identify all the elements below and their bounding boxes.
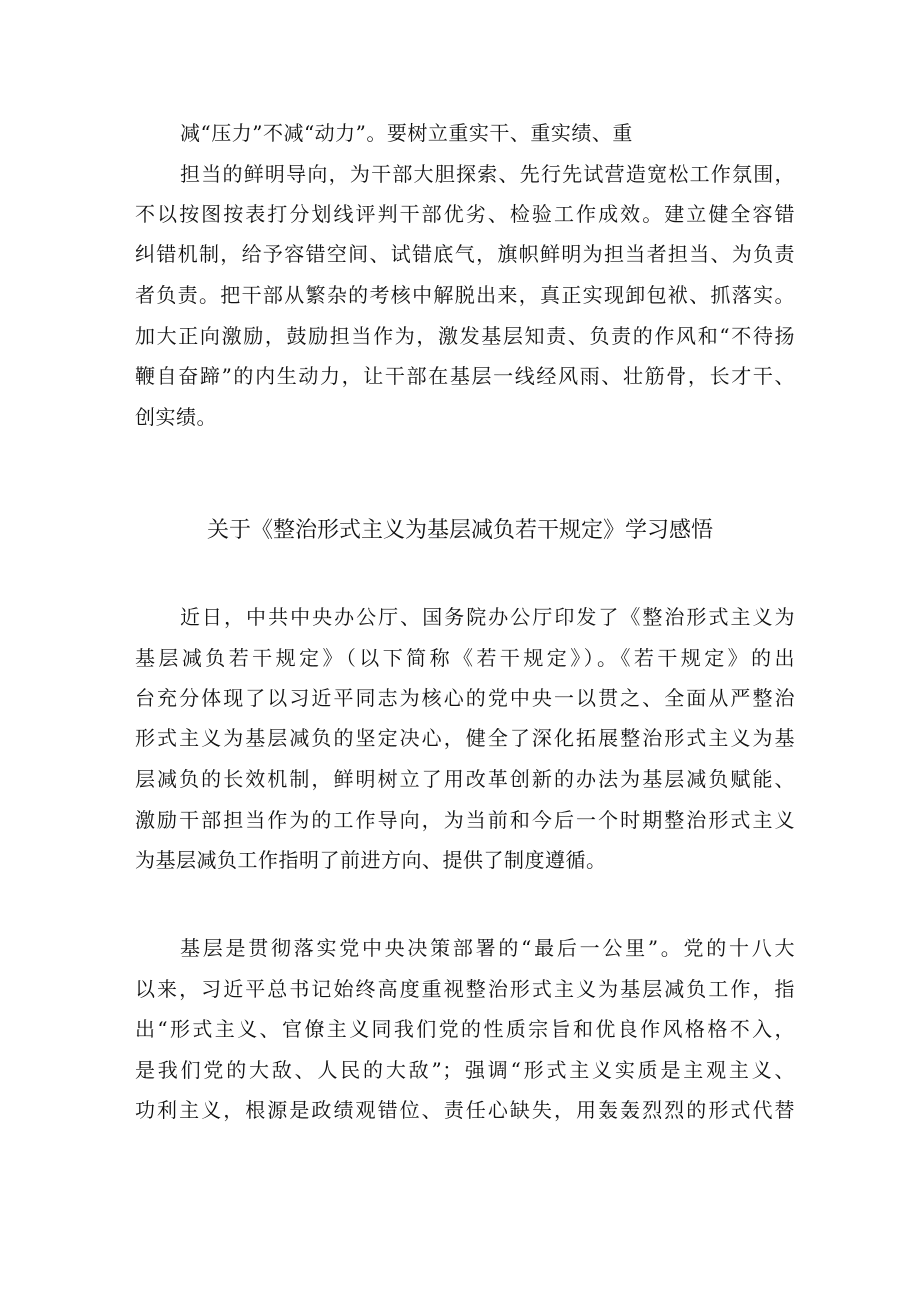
paragraph-line: 激励干部担当作为的工作导向，为当前和今后一个时期整治形式主义 — [135, 808, 795, 832]
paragraph-line: 近日，中共中央办公厅、国务院办公厅印发了《整治形式主义为 — [180, 605, 795, 629]
paragraph-line: 功利主义，根源是政绩观错位、责任心缺失，用轰轰烈烈的形式代替 — [135, 1098, 795, 1122]
paragraph-line: 为基层减负工作指明了前进方向、提供了制度遵循。 — [135, 848, 607, 872]
paragraph-line: 基层是贯彻落实党中央决策部署的“最后一公里”。党的十八大 — [180, 936, 795, 960]
paragraph-line: 层减负的长效机制，鲜明树立了用改革创新的办法为基层减负赋能、 — [135, 767, 795, 791]
article-title: 关于《整治形式主义为基层减负若干规定》学习感悟 — [206, 518, 713, 543]
paragraph-line: 不以按图按表打分划线评判干部优劣、检验工作成效。建立健全容错 — [135, 202, 795, 226]
paragraph-line: 出“形式主义、官僚主义同我们党的性质宗旨和优良作风格格不入， — [135, 1017, 795, 1041]
paragraph-line: 加大正向激励，鼓励担当作为，激发基层知责、负责的作风和“不待扬 — [135, 324, 795, 348]
paragraph-line: 基层减负若干规定》（以下简称《若干规定》）。《若干规定》的出 — [135, 646, 795, 670]
paragraph-line: 以来，习近平总书记始终高度重视整治形式主义为基层减负工作，指 — [135, 977, 795, 1001]
paragraph-line: 担当的鲜明导向，为干部大胆探索、先行先试营造宽松工作氛围， — [180, 162, 795, 186]
paragraph-line: 是我们党的大敌、人民的大敌”；强调“形式主义实质是主观主义、 — [135, 1058, 795, 1082]
paragraph-line: 形式主义为基层减负的坚定决心，健全了深化拓展整治形式主义为基 — [135, 726, 795, 750]
paragraph-line: 创实绩。 — [135, 405, 217, 429]
paragraph-line: 纠错机制，给予容错空间、试错底气，旗帜鲜明为担当者担当、为负责 — [135, 242, 795, 266]
paragraph-line: 减“压力”不减“动力”。要树立重实干、重实绩、重 — [180, 121, 633, 145]
paragraph-line: 台充分体现了以习近平同志为核心的党中央一以贯之、全面从严整治 — [135, 686, 795, 710]
paragraph-line: 鞭自奋蹄”的内生动力，让干部在基层一线经风雨、壮筋骨，长才干、 — [135, 364, 795, 388]
paragraph-line: 者负责。把干部从繁杂的考核中解脱出来，真正实现卸包袱、抓落实。 — [135, 283, 795, 307]
